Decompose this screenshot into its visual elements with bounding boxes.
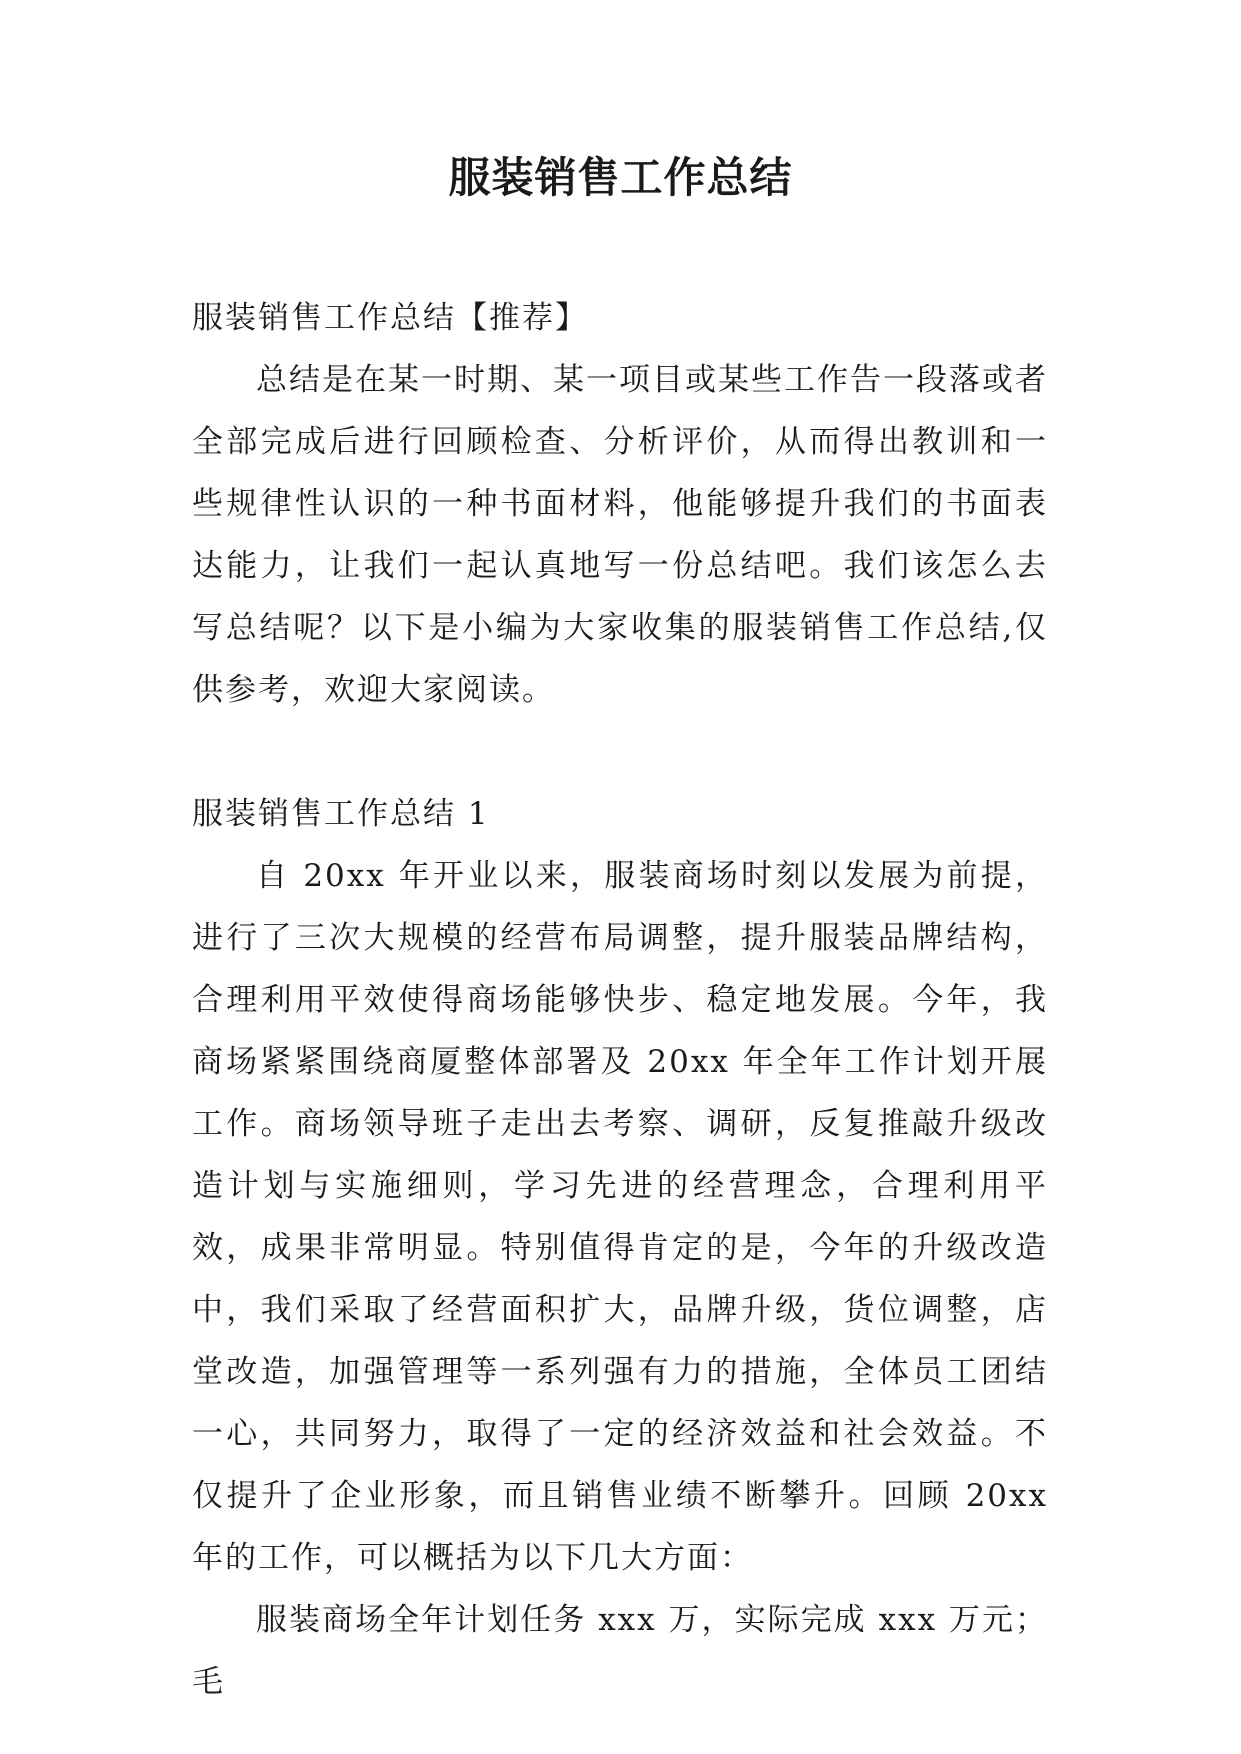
section-1-paragraph-2: 服装商场全年计划任务 xxx 万，实际完成 xxx 万元；毛 [192,1602,1048,1700]
section-spacer [192,721,1048,783]
section-1-heading: 服装销售工作总结 1 [192,796,490,832]
intro-paragraph: 总结是在某一时期、某一项目或某些工作告一段落或者全部完成后进行回顾检查、分析评价，从而得出教训和一些规律性认识的一种书面材料，他能够提升我们的书面表达能力，让我们一起认真地写一份总结吧。我们该怎么去写总结呢？以下是小编为大家收集的服装销售工作总结,仅供参考，欢迎大家阅读。 [192,362,1048,708]
section-1-paragraph-1: 自 20xx 年开业以来，服装商场时刻以发展为前提，进行了三次大规模的经营布局调整，提升服装品牌结构，合理利用平效使得商场能够快步、稳定地发展。今年，我商场紧紧围绕商厦整体部署及 20xx 年全年工作计划开展工作。商场领导班子走出去考察、调研，反复推敲升级改造计划与实施细则，学习先进的经营理念，合理利用平效，成果非常明显。特别值得肯定的是，今年的升级改造中，我们采取了经营面积扩大，品牌升级，货位调整，店堂改造，加强管理等一系列强有力的措施，全体员工团结一心，共同努力，取得了一定的经济效益和社会效益。不仅提升了企业形象，而且销售业绩不断攀升。回顾 20xx 年的工作，可以概括为以下几大方面： [192,858,1048,1576]
document-subtitle: 服装销售工作总结【推荐】 [192,300,588,336]
document-body [192,287,1048,1713]
document-title: 服装销售工作总结 [448,153,793,202]
